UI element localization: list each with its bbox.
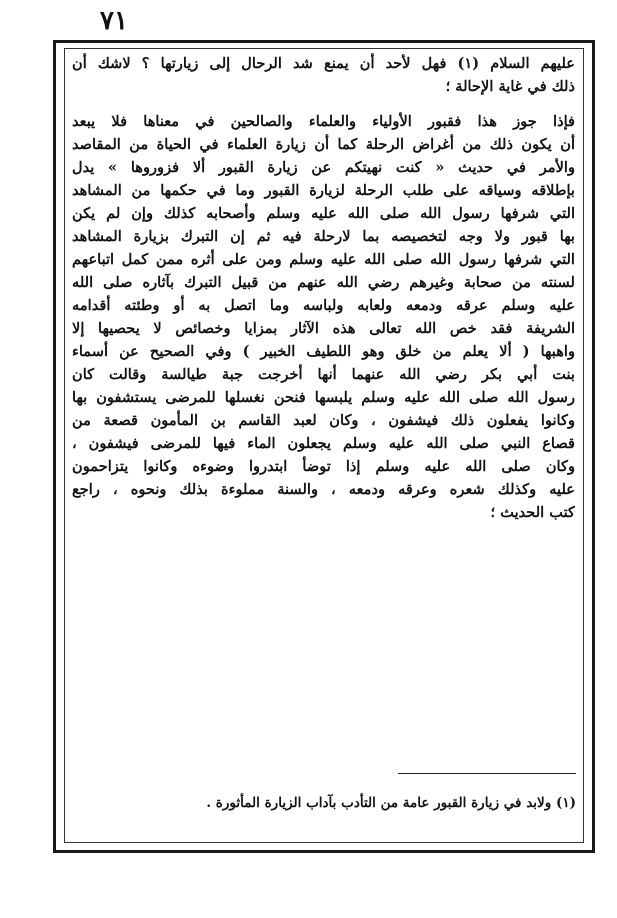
- text-line: بها قبور ولا وجه لتخصيصه بما لارحلة فيه ثم إن التبرك بزيارة المشاهد: [72, 228, 575, 245]
- text-line: واهبها ( ألا يعلم من خلق وهو اللطيف الخبير ) وفي الصحيح عن أسماء: [72, 343, 575, 360]
- text-line: فإذا جوز هذا فقبور الأولياء والعلماء والصالحين في معناها فلا يبعد: [72, 113, 575, 130]
- footnote: (١) ولابد في زيارة القبور عامة من التأدب بآداب الزيارة المأثورة .: [206, 795, 576, 811]
- text-line: وكانوا يفعلون ذلك فيشفون ، وكان لعبد القاسم بن المأمون قصعة من: [72, 412, 575, 429]
- text-line: عليه وكذلك شعره وعرقه ودمعه ، والسنة مملوءة بذلك ونحوه ، راجع: [72, 481, 575, 498]
- text-line: التي شرفها رسول الله صلى الله عليه وسلم ومن على أثره ممن كمل اتباعهم: [72, 251, 575, 268]
- text-line: ذلك في غاية الإحالة ؛: [445, 78, 575, 95]
- main-text: [72, 52, 575, 524]
- text-line: عليهم السلام (١) فهل لأحد أن يمنع شد الرحال إلى زيارتها ؟ لاشك أن: [72, 55, 575, 72]
- text-line: لسنته من صحابة وغيرهم رضي الله عنهم من قبيل التبرك بآثاره صلى الله: [72, 274, 575, 291]
- text-line: قصاع النبي صلى الله عليه وسلم يجعلون الماء فيها للمرضى فيشفون ،: [72, 435, 575, 452]
- text-line: بنت أبي بكر رضي الله عنهما أنها أخرجت جبة طيالسة وقالت كان: [72, 366, 575, 383]
- text-line: رسول الله صلى الله عليه وسلم يلبسها فنحن نغسلها للمرضى يستشفون بها: [72, 389, 575, 406]
- text-line: أن يكون ذلك من أغراض الرحلة كما أن زيارة العلماء في الحياة من المقاصد: [72, 136, 575, 153]
- text-line: التي شرفها رسول الله صلى الله عليه وسلم وأصحابه كذلك وإن لم يكن: [72, 205, 575, 222]
- text-line: والأمر في حديث « كنت نهيتكم عن زيارة القبور ألا فزوروها » يدل: [72, 159, 575, 176]
- page-number: ٧١: [100, 6, 128, 36]
- text-line: عليه وسلم عرقه ودمعه ولعابه ولباسه وما اتصل به أو وطئته أقدامه: [72, 297, 575, 314]
- text-line: وكان صلى الله عليه وسلم إذا توضأ ابتدروا وضوءه وكانوا يتزاحمون: [72, 458, 575, 475]
- text-line: الشريفة فقد خص الله تعالى هذه الآثار بمزايا وخصائص لا يحصيها إلا: [72, 320, 575, 337]
- text-line: بإطلاقه وسياقه على طلب الرحلة لزيارة القبور وما في حكمها من المشاهد: [72, 182, 575, 199]
- text-line: كتب الحديث ؛: [490, 504, 575, 521]
- footnote-separator: [398, 773, 576, 774]
